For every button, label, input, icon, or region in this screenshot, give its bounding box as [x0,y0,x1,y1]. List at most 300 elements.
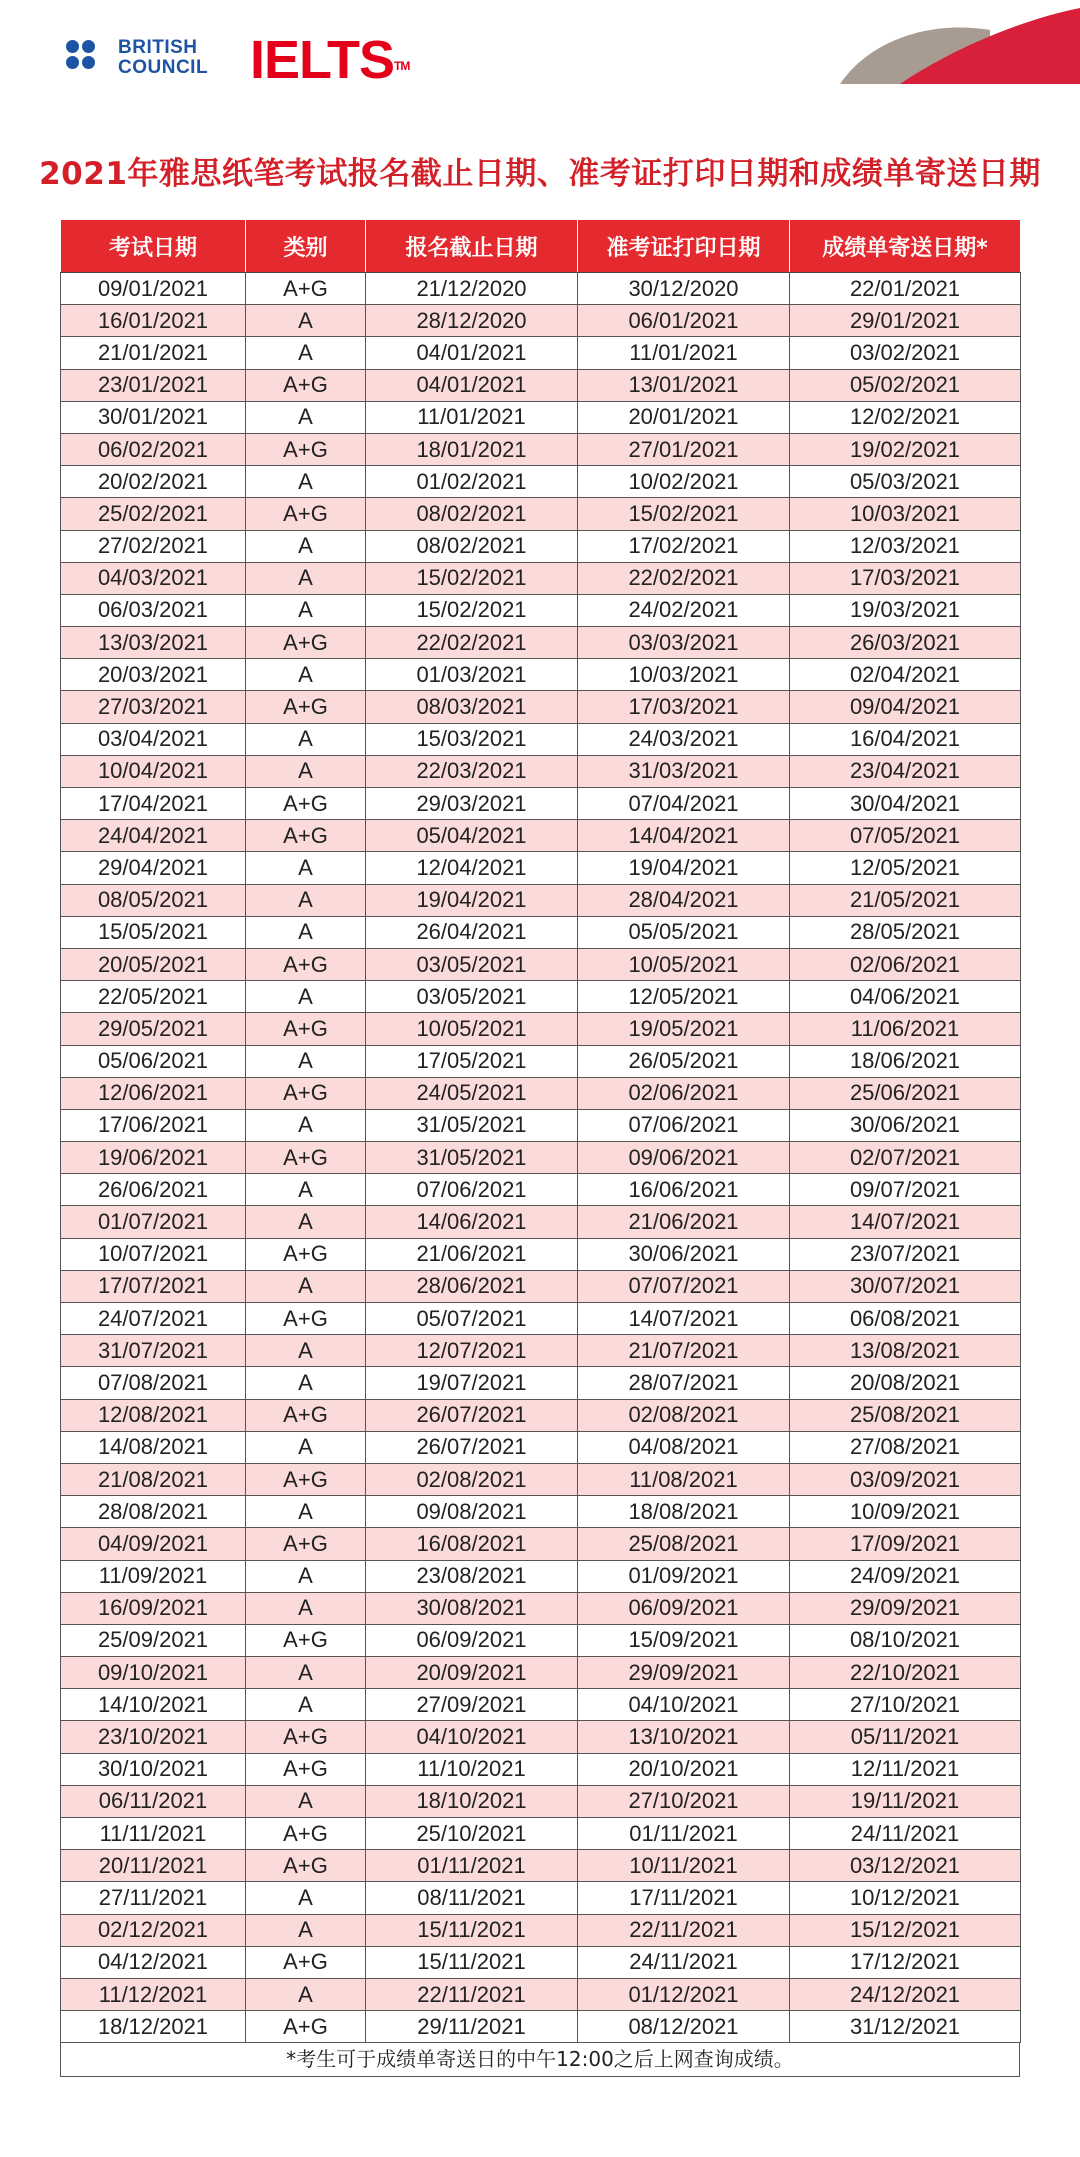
table-cell: 09/08/2021 [366,1496,578,1528]
table-cell: 14/08/2021 [61,1431,246,1463]
table-cell: 21/05/2021 [790,884,1021,916]
table-cell: A [246,1882,366,1914]
table-cell: 01/09/2021 [578,1560,790,1592]
table-cell: 15/05/2021 [61,916,246,948]
table-cell: 05/02/2021 [790,369,1021,401]
decorative-swoosh-icon [780,0,1080,90]
table-cell: 07/05/2021 [790,820,1021,852]
schedule-table [60,219,1021,2043]
table-row [61,1785,1021,1817]
table-cell: 05/11/2021 [790,1721,1021,1753]
table-cell: 03/12/2021 [790,1850,1021,1882]
table-cell: 22/11/2021 [578,1914,790,1946]
table-cell: 30/01/2021 [61,401,246,433]
table-cell: 24/02/2021 [578,594,790,626]
table-cell: 04/09/2021 [61,1528,246,1560]
table-cell: 31/07/2021 [61,1335,246,1367]
table-cell: 14/07/2021 [790,1206,1021,1238]
table-row [61,627,1021,659]
table-cell: A+G [246,691,366,723]
table-cell: 27/09/2021 [366,1689,578,1721]
table-cell: 28/12/2020 [366,305,578,337]
table-cell: 20/09/2021 [366,1657,578,1689]
table-cell: 27/10/2021 [578,1785,790,1817]
council-line-2: COUNCIL [118,57,209,78]
table-row [61,1399,1021,1431]
table-cell: A+G [246,273,366,305]
table-row [61,1978,1021,2010]
table-cell: 22/02/2021 [366,627,578,659]
table-row [61,948,1021,980]
table-cell: 03/05/2021 [366,981,578,1013]
table-cell: 25/06/2021 [790,1077,1021,1109]
table-cell: A [246,530,366,562]
table-cell: 20/02/2021 [61,466,246,498]
table-cell: 20/05/2021 [61,948,246,980]
table-cell: 29/05/2021 [61,1013,246,1045]
table-row [61,305,1021,337]
table-cell: 02/04/2021 [790,659,1021,691]
table-cell: 18/08/2021 [578,1496,790,1528]
table-cell: A [246,1689,366,1721]
table-cell: 25/08/2021 [790,1399,1021,1431]
table-cell: 18/06/2021 [790,1045,1021,1077]
table-cell: 06/01/2021 [578,305,790,337]
table-cell: 07/08/2021 [61,1367,246,1399]
table-row [61,1142,1021,1174]
table-cell: A+G [246,1946,366,1978]
footnote: *考生可于成绩单寄送日的中午12:00之后上网查询成绩。 [60,2043,1020,2077]
table-cell: A [246,1560,366,1592]
table-cell: 10/03/2021 [790,498,1021,530]
ielts-logo [250,30,409,90]
table-cell: A+G [246,948,366,980]
table-cell: 24/11/2021 [578,1946,790,1978]
table-cell: 10/07/2021 [61,1238,246,1270]
table-cell: 15/09/2021 [578,1624,790,1656]
table-cell: 11/12/2021 [61,1978,246,2010]
table-cell: 22/10/2021 [790,1657,1021,1689]
table-cell: 14/06/2021 [366,1206,578,1238]
table-cell: 03/05/2021 [366,948,578,980]
table-row [61,1303,1021,1335]
table-cell: 07/06/2021 [366,1174,578,1206]
table-cell: A+G [246,1303,366,1335]
table-cell: 04/08/2021 [578,1431,790,1463]
table-cell: 25/08/2021 [578,1528,790,1560]
table-cell: 01/12/2021 [578,1978,790,2010]
table-row [61,1174,1021,1206]
table-row [61,1077,1021,1109]
table-cell: 21/06/2021 [578,1206,790,1238]
table-cell: 04/10/2021 [578,1689,790,1721]
table-cell: 17/07/2021 [61,1270,246,1302]
table-cell: A [246,1978,366,2010]
table-cell: 28/07/2021 [578,1367,790,1399]
table-cell: 17/03/2021 [578,691,790,723]
table-row [61,1206,1021,1238]
table-cell: 17/09/2021 [790,1528,1021,1560]
header [0,0,1080,100]
page-title: 2021年雅思纸笔考试报名截止日期、准考证打印日期和成绩单寄送日期 [39,156,1041,192]
table-cell: 08/02/2021 [366,498,578,530]
table-cell: A [246,337,366,369]
table-cell: 10/02/2021 [578,466,790,498]
table-cell: 01/11/2021 [578,1818,790,1850]
table-row [61,884,1021,916]
table-cell: 27/10/2021 [790,1689,1021,1721]
table-cell: 11/06/2021 [790,1013,1021,1045]
table-row [61,1238,1021,1270]
table-cell: A+G [246,788,366,820]
table-cell: 26/07/2021 [366,1399,578,1431]
table-cell: A [246,723,366,755]
table-row [61,1721,1021,1753]
table-cell: A [246,305,366,337]
table-cell: 02/08/2021 [366,1463,578,1495]
table-cell: 07/06/2021 [578,1109,790,1141]
table-cell: 29/11/2021 [366,2011,578,2043]
table-cell: 25/10/2021 [366,1818,578,1850]
table-cell: 22/02/2021 [578,562,790,594]
table-cell: 31/05/2021 [366,1142,578,1174]
table-cell: 29/03/2021 [366,788,578,820]
table-cell: 18/01/2021 [366,433,578,465]
table-cell: 10/09/2021 [790,1496,1021,1528]
table-cell: 10/03/2021 [578,659,790,691]
table-cell: 02/07/2021 [790,1142,1021,1174]
table-cell: 19/06/2021 [61,1142,246,1174]
table-cell: 15/02/2021 [366,562,578,594]
table-cell: 30/10/2021 [61,1753,246,1785]
table-cell: 26/06/2021 [61,1174,246,1206]
table-cell: 21/07/2021 [578,1335,790,1367]
table-cell: 26/04/2021 [366,916,578,948]
table-row [61,1689,1021,1721]
table-cell: 20/10/2021 [578,1753,790,1785]
table-row [61,1335,1021,1367]
table-cell: 26/07/2021 [366,1431,578,1463]
table-cell: 13/10/2021 [578,1721,790,1753]
table-row [61,433,1021,465]
table-cell: 01/07/2021 [61,1206,246,1238]
table-row [61,1367,1021,1399]
table-cell: 26/03/2021 [790,627,1021,659]
table-cell: 01/02/2021 [366,466,578,498]
header-test-date: 考试日期 [61,220,246,273]
table-cell: 10/05/2021 [578,948,790,980]
table-row [61,723,1021,755]
table-cell: 11/08/2021 [578,1463,790,1495]
table-row [61,1657,1021,1689]
table-cell: 12/07/2021 [366,1335,578,1367]
table-row [61,337,1021,369]
table-cell: 04/12/2021 [61,1946,246,1978]
table-cell: 09/07/2021 [790,1174,1021,1206]
table-cell: 27/11/2021 [61,1882,246,1914]
table-cell: 29/09/2021 [790,1592,1021,1624]
table-cell: 15/12/2021 [790,1914,1021,1946]
table-cell: 17/11/2021 [578,1882,790,1914]
table-cell: 21/01/2021 [61,337,246,369]
table-cell: A [246,1109,366,1141]
table-cell: 11/11/2021 [61,1818,246,1850]
table-cell: 20/08/2021 [790,1367,1021,1399]
table-cell: 31/03/2021 [578,755,790,787]
table-cell: 19/05/2021 [578,1013,790,1045]
table-cell: A+G [246,498,366,530]
table-cell: 24/05/2021 [366,1077,578,1109]
table-cell: 24/07/2021 [61,1303,246,1335]
table-cell: 08/11/2021 [366,1882,578,1914]
table-cell: 09/06/2021 [578,1142,790,1174]
table-row [61,1560,1021,1592]
table-row [61,659,1021,691]
table-cell: 17/02/2021 [578,530,790,562]
table-cell: 29/09/2021 [578,1657,790,1689]
table-cell: 18/12/2021 [61,2011,246,2043]
british-council-logo-icon-2 [82,40,112,70]
table-cell: A [246,1592,366,1624]
table-row [61,1753,1021,1785]
table-cell: 21/12/2020 [366,273,578,305]
table-cell: 12/05/2021 [578,981,790,1013]
table-cell: 19/11/2021 [790,1785,1021,1817]
table-cell: A [246,1367,366,1399]
table-cell: 11/09/2021 [61,1560,246,1592]
table-row [61,755,1021,787]
table-cell: 12/04/2021 [366,852,578,884]
table-cell: A [246,852,366,884]
table-cell: A [246,1045,366,1077]
table-cell: 30/12/2020 [578,273,790,305]
table-cell: 15/11/2021 [366,1946,578,1978]
table-cell: 09/01/2021 [61,273,246,305]
table-cell: 23/04/2021 [790,755,1021,787]
table-cell: 05/05/2021 [578,916,790,948]
table-cell: 09/04/2021 [790,691,1021,723]
table-cell: 20/01/2021 [578,401,790,433]
table-cell: 08/12/2021 [578,2011,790,2043]
table-cell: 30/08/2021 [366,1592,578,1624]
table-cell: 24/12/2021 [790,1978,1021,2010]
table-cell: 05/06/2021 [61,1045,246,1077]
table-cell: A [246,1657,366,1689]
header-registration-deadline: 报名截止日期 [366,220,578,273]
table-row [61,530,1021,562]
table-cell: 30/07/2021 [790,1270,1021,1302]
table-row [61,2011,1021,2043]
table-row [61,369,1021,401]
table-cell: 05/04/2021 [366,820,578,852]
schedule-table-wrapper [60,219,1020,2077]
table-cell: A [246,981,366,1013]
table-row [61,1013,1021,1045]
table-cell: 28/04/2021 [578,884,790,916]
table-cell: 21/08/2021 [61,1463,246,1495]
table-cell: A [246,594,366,626]
table-cell: A [246,755,366,787]
trademark: TM [394,59,410,73]
table-cell: 20/03/2021 [61,659,246,691]
table-cell: 03/04/2021 [61,723,246,755]
table-cell: 15/02/2021 [578,498,790,530]
table-cell: 16/06/2021 [578,1174,790,1206]
table-cell: 15/03/2021 [366,723,578,755]
table-cell: 25/09/2021 [61,1624,246,1656]
table-cell: 04/01/2021 [366,337,578,369]
table-cell: 26/05/2021 [578,1045,790,1077]
table-cell: A+G [246,1721,366,1753]
table-cell: 12/06/2021 [61,1077,246,1109]
table-cell: 22/05/2021 [61,981,246,1013]
table-cell: 13/08/2021 [790,1335,1021,1367]
table-cell: A [246,401,366,433]
table-row [61,562,1021,594]
table-cell: A+G [246,369,366,401]
table-cell: 15/11/2021 [366,1914,578,1946]
table-cell: 24/09/2021 [790,1560,1021,1592]
table-cell: 23/07/2021 [790,1238,1021,1270]
header-category: 类别 [246,220,366,273]
table-cell: 12/11/2021 [790,1753,1021,1785]
table-row [61,466,1021,498]
table-cell: A+G [246,1753,366,1785]
table-cell: 13/03/2021 [61,627,246,659]
table-cell: 19/04/2021 [578,852,790,884]
table-row [61,1109,1021,1141]
table-cell: 28/08/2021 [61,1496,246,1528]
table-row [61,916,1021,948]
table-cell: 17/04/2021 [61,788,246,820]
table-cell: 17/05/2021 [366,1045,578,1077]
table-cell: A [246,916,366,948]
table-cell: 13/01/2021 [578,369,790,401]
table-cell: 24/03/2021 [578,723,790,755]
table-cell: 27/03/2021 [61,691,246,723]
table-cell: 06/08/2021 [790,1303,1021,1335]
table-row [61,1624,1021,1656]
table-cell: 04/10/2021 [366,1721,578,1753]
table-cell: 21/06/2021 [366,1238,578,1270]
table-cell: 12/05/2021 [790,852,1021,884]
table-cell: 16/04/2021 [790,723,1021,755]
table-cell: 31/05/2021 [366,1109,578,1141]
table-cell: 06/09/2021 [578,1592,790,1624]
table-cell: 30/06/2021 [790,1109,1021,1141]
header-admission-print-date: 准考证打印日期 [578,220,790,273]
table-body [61,273,1021,2043]
table-cell: 04/03/2021 [61,562,246,594]
table-cell: 04/01/2021 [366,369,578,401]
table-cell: 14/10/2021 [61,1689,246,1721]
table-cell: 16/08/2021 [366,1528,578,1560]
table-cell: 01/03/2021 [366,659,578,691]
table-cell: 27/08/2021 [790,1431,1021,1463]
table-cell: 23/01/2021 [61,369,246,401]
table-cell: 10/11/2021 [578,1850,790,1882]
table-row [61,1914,1021,1946]
table-cell: 24/11/2021 [790,1818,1021,1850]
table-cell: 20/11/2021 [61,1850,246,1882]
table-cell: 08/02/2021 [366,530,578,562]
table-cell: 12/03/2021 [790,530,1021,562]
table-cell: 04/06/2021 [790,981,1021,1013]
table-cell: 02/08/2021 [578,1399,790,1431]
table-row [61,1463,1021,1495]
table-cell: 03/03/2021 [578,627,790,659]
table-row [61,691,1021,723]
table-cell: 05/03/2021 [790,466,1021,498]
table-cell: 22/03/2021 [366,755,578,787]
table-cell: 05/07/2021 [366,1303,578,1335]
table-cell: A [246,466,366,498]
table-cell: 06/09/2021 [366,1624,578,1656]
table-cell: 18/10/2021 [366,1785,578,1817]
table-cell: A+G [246,1238,366,1270]
table-row [61,498,1021,530]
table-cell: A [246,1335,366,1367]
table-cell: 01/11/2021 [366,1850,578,1882]
table-row [61,1850,1021,1882]
table-cell: 19/03/2021 [790,594,1021,626]
table-cell: 25/02/2021 [61,498,246,530]
table-cell: 15/02/2021 [366,594,578,626]
table-row [61,1496,1021,1528]
table-row [61,273,1021,305]
table-cell: 31/12/2021 [790,2011,1021,2043]
council-line-1: BRITISH [118,37,198,58]
table-cell: A+G [246,1142,366,1174]
table-cell: 12/08/2021 [61,1399,246,1431]
table-cell: 11/10/2021 [366,1753,578,1785]
table-cell: 27/02/2021 [61,530,246,562]
table-row [61,1818,1021,1850]
table-cell: 17/06/2021 [61,1109,246,1141]
table-cell: 14/07/2021 [578,1303,790,1335]
table-row [61,1592,1021,1624]
table-cell: 19/04/2021 [366,884,578,916]
table-cell: 22/11/2021 [366,1978,578,2010]
table-cell: A [246,1174,366,1206]
table-row [61,1045,1021,1077]
table-cell: 07/07/2021 [578,1270,790,1302]
table-cell: A [246,1270,366,1302]
table-cell: A [246,884,366,916]
table-cell: 10/04/2021 [61,755,246,787]
table-cell: A+G [246,1013,366,1045]
table-row [61,594,1021,626]
table-cell: A+G [246,820,366,852]
table-cell: A+G [246,1399,366,1431]
table-cell: A [246,1496,366,1528]
ielts-wordmark: IELTS [250,30,395,90]
table-cell: 29/04/2021 [61,852,246,884]
table-row [61,788,1021,820]
table-cell: 08/05/2021 [61,884,246,916]
table-cell: 19/02/2021 [790,433,1021,465]
table-row [61,981,1021,1013]
table-cell: 03/09/2021 [790,1463,1021,1495]
table-cell: 06/11/2021 [61,1785,246,1817]
table-cell: A [246,659,366,691]
table-cell: 16/01/2021 [61,305,246,337]
table-cell: 30/06/2021 [578,1238,790,1270]
table-cell: 24/04/2021 [61,820,246,852]
table-cell: 02/12/2021 [61,1914,246,1946]
header-result-send-date: 成绩单寄送日期* [790,220,1021,273]
table-cell: 02/06/2021 [790,948,1021,980]
